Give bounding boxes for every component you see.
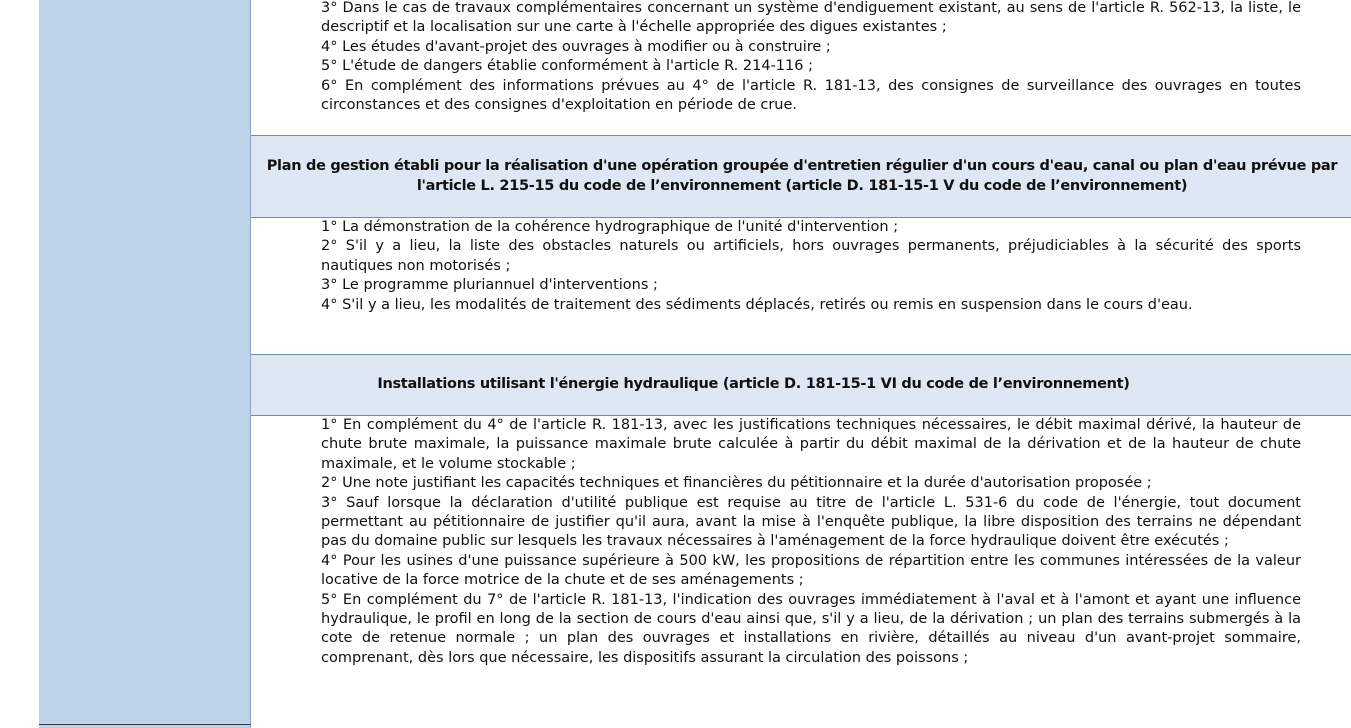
section-body bbox=[251, 218, 1351, 355]
item-list bbox=[251, 218, 1301, 315]
section-body bbox=[251, 0, 1351, 136]
item-list bbox=[251, 416, 1301, 668]
section-header bbox=[251, 136, 1351, 218]
list-item: 5° En complément du 7° de l'article R. 181-13, l'indication des ouvrages immédiatement à l'aval et à l'amont et ayant une influence hydraulique, le profil en long de la section de cours d'eau ainsi que, s'il y a lieu, de la dérivation ; un plan des terrains submergés à la cote de retenue normale ; un plan des ouvrages et installations en rivière, détaillés au niveau d'un avant-projet sommaire, comprenant, dès lors que nécessaire, les dispositifs assurant la circulation des poissons ; bbox=[321, 591, 1301, 666]
section-body bbox=[251, 416, 1351, 728]
list-item: 5° L'étude de dangers établie conformément à l'article R. 214-116 ; bbox=[321, 58, 813, 75]
list-item: 1° En complément du 4° de l'article R. 181-13, avec les justifications techniques nécessaires, le débit maximal dérivé, la hauteur de chute brute maximale, la puissance maximale brute calculée à partir du débit maximal de la dérivation et de la hauteur de chute maximale, et le volume stockable ; bbox=[321, 417, 1301, 472]
list-item: 6° En complément des informations prévues au 4° de l'article R. 181-13, des consignes de surveillance des ouvrages en toutes circonstances et des consignes d'exploitation en période de crue. bbox=[321, 77, 1301, 114]
list-item: 4° Pour les usines d'une puissance supérieure à 500 kW, les propositions de répartition entre les communes intéressées de la valeur locative de la force motrice de la chute et de ses aménagements ; bbox=[321, 552, 1301, 589]
table-left-column bbox=[39, 0, 251, 728]
list-item: 4° S'il y a lieu, les modalités de traitement des sédiments déplacés, retirés ou remis en suspension dans le cours d'eau. bbox=[321, 296, 1193, 313]
list-item: 2° S'il y a lieu, la liste des obstacles naturels ou artificiels, hors ouvrages permanents, préjudiciables à la sécurité des sports nautiques non motorisés ; bbox=[321, 238, 1301, 274]
section-title: Installations utilisant l'énergie hydraulique (article D. 181-15-1 VI du code de l’environnement) bbox=[377, 376, 1130, 393]
left-column-bottom-border bbox=[39, 724, 251, 725]
section-header bbox=[251, 355, 1351, 416]
list-item: 3° Dans le cas de travaux complémentaires concernant un système d'endiguement existant, au sens de l'article R. 562-13, la liste, le descriptif et la localisation sur une carte à l'échelle appropriée des digues existantes ; bbox=[321, 0, 1301, 36]
item-list bbox=[251, 0, 1301, 115]
list-item: 2° Une note justifiant les capacités techniques et financières du pétitionnaire et la durée d'autorisation proposée ; bbox=[321, 475, 1152, 492]
list-item: 1° La démonstration de la cohérence hydrographique de l'unité d'intervention ; bbox=[321, 219, 899, 235]
section-title: Plan de gestion établi pour la réalisation d'une opération groupée d'entretien régulier d'un cours d'eau, canal ou plan d'eau prévue par l'article L. 215-15 du code de l’environnement (article D. 181-15-1 V du code de l’environnement) bbox=[266, 158, 1338, 194]
list-item: 3° Sauf lorsque la déclaration d'utilité publique est requise au titre de l'article L. 531-6 du code de l'énergie, tout document permettant au pétitionnaire de justifier qu'il aura, avant la mise à l'enquête publique, la libre disposition des terrains ne dépendant pas du domaine public sur lesquels les travaux nécessaires à l'aménagement de la force hydraulique doivent être exécutés ; bbox=[321, 494, 1301, 550]
table-content-column bbox=[251, 0, 1338, 728]
list-item: 4° Les études d'avant-projet des ouvrages à modifier ou à construire ; bbox=[321, 38, 831, 55]
list-item: 3° Le programme pluriannuel d'interventions ; bbox=[321, 277, 658, 294]
